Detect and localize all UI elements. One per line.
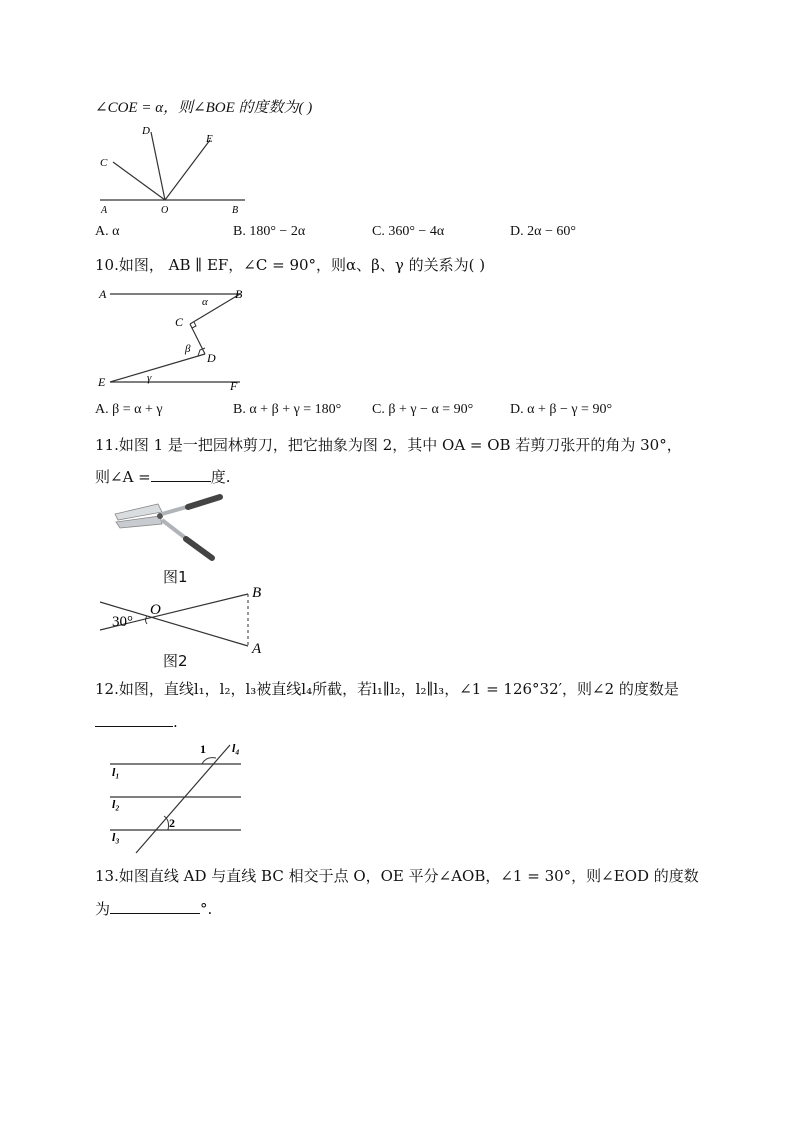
- shears-image: [110, 492, 225, 567]
- q11-stem-line1: 11.如图 1 是一把园林剪刀，把它抽象为图 2，其中 OA = OB 若剪刀张开的角为 30°，: [95, 436, 682, 454]
- label-C: C: [100, 157, 108, 169]
- q9-option-b: B. 180° − 2α: [233, 224, 306, 239]
- label-C: C: [175, 315, 184, 329]
- label-O: O: [161, 205, 169, 216]
- answer-blank: [110, 897, 200, 914]
- label-l1: l₁: [112, 765, 120, 779]
- answer-blank: [151, 465, 211, 482]
- q11-figure2: [95, 582, 270, 657]
- label-B: B: [235, 287, 243, 301]
- figure-2-caption: 图2: [163, 652, 188, 670]
- answer-blank: [95, 710, 173, 727]
- q9-option-d: D. 2α − 60°: [510, 224, 576, 239]
- label-B: B: [252, 585, 262, 601]
- angle-2-label: 2: [169, 816, 175, 830]
- q13-stem-line1: 13.如图直线 AD 与直线 BC 相交于点 O，OE 平分∠AOB，∠1 = 30°，则∠EOD 的度数: [95, 867, 699, 885]
- label-beta: β: [185, 343, 191, 355]
- q13-stem-line2: 为 °.: [95, 897, 212, 919]
- q10-option-c: C. β + γ − α = 90°: [372, 402, 474, 417]
- q10-figure: [95, 282, 255, 392]
- label-alpha: α: [202, 296, 208, 308]
- label-E: E: [206, 133, 213, 145]
- label-l4: l₄: [232, 741, 240, 755]
- label-l3: l₃: [112, 830, 120, 844]
- label-F: F: [230, 379, 238, 393]
- q9-option-a: A. α: [95, 224, 120, 239]
- q10-stem: 10.如图， AB ∥ EF，∠C = 90°，则α、β、γ 的关系为( ): [95, 256, 486, 274]
- figure-1-caption: 图1: [163, 568, 188, 586]
- q12-figure: [108, 740, 243, 855]
- label-B: B: [232, 205, 239, 216]
- angle-1-label: 1: [200, 742, 206, 756]
- q10-option-a: A. β = α + γ: [95, 402, 163, 417]
- q10-option-b: B. α + β + γ = 180°: [233, 402, 342, 417]
- label-E: E: [98, 375, 106, 389]
- label-A: A: [101, 205, 108, 216]
- label-D: D: [142, 125, 150, 137]
- label-A: A: [99, 287, 107, 301]
- angle-label: 30°: [112, 614, 133, 630]
- label-l2: l₂: [112, 797, 120, 811]
- q11-stem-line2: 则∠A = 度.: [95, 465, 231, 487]
- q9-stem: ∠COE = α，则∠BOE 的度数为( ): [95, 100, 313, 116]
- q12-answer-line: .: [95, 710, 178, 732]
- q10-option-d: D. α + β − γ = 90°: [510, 402, 613, 417]
- label-O: O: [150, 602, 161, 618]
- q9-option-c: C. 360° − 4α: [372, 224, 445, 239]
- q9-figure: [95, 122, 255, 217]
- label-A: A: [252, 641, 262, 657]
- label-gamma: γ: [147, 372, 152, 384]
- q12-stem: 12.如图，直线l₁，l₂，l₃被直线l₄所截，若l₁∥l₂，l₂∥l₃，∠1 = 126°32′，则∠2 的度数是: [95, 680, 679, 698]
- label-D: D: [207, 351, 216, 365]
